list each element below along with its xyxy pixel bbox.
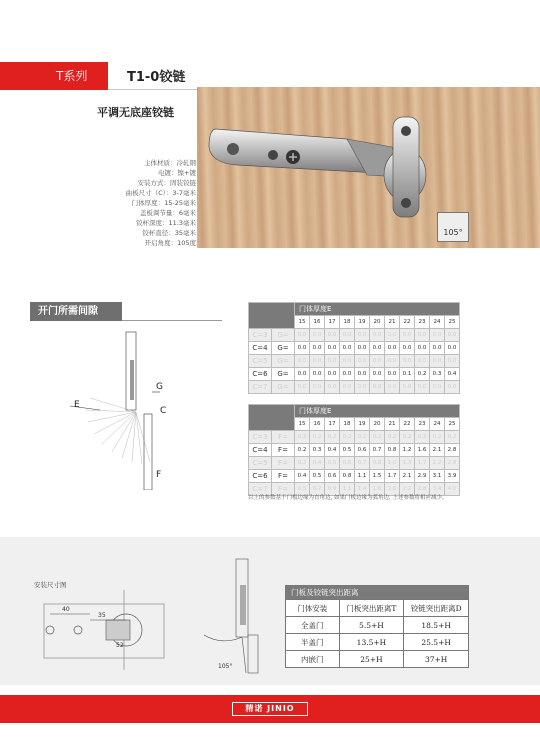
spec-item: 开启角度：105度 xyxy=(144,239,196,247)
table-cell: 0.8 xyxy=(385,444,400,457)
dim-52: 52 xyxy=(116,642,124,649)
col-header: 15 xyxy=(295,418,310,431)
col-header: 23 xyxy=(415,316,430,329)
table-cell: 1.8 xyxy=(385,483,400,496)
table-cell: 2.9 xyxy=(415,470,430,483)
col-header: 19 xyxy=(355,316,370,329)
table-cell: 0.2 xyxy=(295,444,310,457)
label-e: E xyxy=(74,400,80,410)
table-row xyxy=(249,457,460,470)
col-header: 17 xyxy=(325,418,340,431)
table-cell: 0.3 xyxy=(295,457,310,470)
table-cell: 0.0 xyxy=(325,355,340,368)
row-sublabel: F= xyxy=(272,431,295,444)
hinge-type-title: 平调无底座铰链 xyxy=(97,106,174,119)
table-row xyxy=(249,355,460,368)
table-cell: 1.3 xyxy=(400,457,415,470)
table-cell: 0.2 xyxy=(400,431,415,444)
label-c: C xyxy=(160,406,167,416)
row-sublabel: G= xyxy=(272,381,295,394)
gap-table-f xyxy=(248,404,460,496)
table-cell: 1.5 xyxy=(370,470,385,483)
table-cell: 0.0 xyxy=(430,381,445,394)
table-cell: 0.6 xyxy=(325,470,340,483)
gap-table-g xyxy=(248,302,460,394)
table-cell: 1.7 xyxy=(415,457,430,470)
cell: 37+H xyxy=(404,651,469,668)
spec-item: 主体材质：冷轧钢 xyxy=(144,159,196,167)
table-cell: 0.0 xyxy=(310,355,325,368)
col-header: 门板突出距离T xyxy=(339,600,404,617)
col-header: 24 xyxy=(430,316,445,329)
row-label: C=3 xyxy=(249,431,272,444)
table-header: 门体厚度E xyxy=(295,303,460,316)
table-cell: 0.0 xyxy=(340,368,355,381)
table-cell: 0.0 xyxy=(430,342,445,355)
table-cell: 0.0 xyxy=(325,381,340,394)
table-cell: 0.0 xyxy=(355,381,370,394)
table-cell: 2.2 xyxy=(400,483,415,496)
table-row xyxy=(249,470,460,483)
table-cell: 0.5 xyxy=(295,483,310,496)
col-header: 20 xyxy=(370,418,385,431)
table-cell: 0.0 xyxy=(370,381,385,394)
table-cell: 0.0 xyxy=(340,329,355,342)
col-header: 24 xyxy=(430,418,445,431)
table-cell: 1.4 xyxy=(355,483,370,496)
table-row xyxy=(249,431,460,444)
protrusion-title: 门板及铰链突出距离 xyxy=(286,586,469,600)
col-header: 16 xyxy=(310,316,325,329)
table-cell: 0.0 xyxy=(415,329,430,342)
table-cell: 0.0 xyxy=(430,329,445,342)
table-cell: 2.1 xyxy=(430,444,445,457)
row-sublabel: F= xyxy=(272,483,295,496)
angle-label: 105° xyxy=(218,663,233,670)
table-cell: 0.0 xyxy=(385,342,400,355)
section-divider xyxy=(122,320,222,321)
table-cell: 0.0 xyxy=(400,355,415,368)
table-row xyxy=(249,342,460,355)
table-cell: 0.0 xyxy=(415,381,430,394)
table-cell: 0.0 xyxy=(385,329,400,342)
table-cell: 0.0 xyxy=(385,381,400,394)
cell: 18.5+H xyxy=(404,617,469,634)
table-cell: 0.0 xyxy=(325,342,340,355)
col-header: 25 xyxy=(445,316,460,329)
table-cell: 0.0 xyxy=(340,355,355,368)
table-cell: 0.1 xyxy=(400,368,415,381)
row-sublabel: G= xyxy=(272,329,295,342)
row-sublabel: G= xyxy=(272,342,295,355)
table-cell: 1.0 xyxy=(385,457,400,470)
row-label: C=6 xyxy=(249,470,272,483)
row-sublabel: F= xyxy=(272,457,295,470)
dim-40: 40 xyxy=(62,606,70,613)
brand-logo: 精诺 JINIO xyxy=(232,702,308,716)
row-label: C=7 xyxy=(249,381,272,394)
table-cell: 0.0 xyxy=(430,355,445,368)
table-cell: 0.0 xyxy=(355,368,370,381)
table-cell: 0.2 xyxy=(370,431,385,444)
table-cell: 0.0 xyxy=(400,381,415,394)
col-header: 铰链突出距离D xyxy=(404,600,469,617)
cell: 13.5+H xyxy=(339,634,404,651)
table-cell: 0.2 xyxy=(430,431,445,444)
col-header: 21 xyxy=(385,418,400,431)
table-cell: 0.0 xyxy=(400,342,415,355)
door-open-diagram xyxy=(196,555,286,675)
spec-list xyxy=(110,158,196,248)
row-label: C=3 xyxy=(249,329,272,342)
table-row xyxy=(249,329,460,342)
table-cell: 0.8 xyxy=(340,470,355,483)
spec-item: 铰杯直径：35毫米 xyxy=(142,229,196,237)
table-row xyxy=(249,444,460,457)
table-cell: 0.4 xyxy=(325,444,340,457)
label-f: F xyxy=(156,470,162,480)
spec-item: 安装方式：固装铰链 xyxy=(137,179,196,187)
series-label: T系列 xyxy=(0,62,108,90)
row-label: C=4 xyxy=(249,342,272,355)
table-cell: 0.4 xyxy=(310,457,325,470)
table-cell: 0.6 xyxy=(340,457,355,470)
table-cell: 1.7 xyxy=(385,470,400,483)
table-cell: 0.6 xyxy=(355,444,370,457)
table-cell: 0.0 xyxy=(325,329,340,342)
table-cell: 0.0 xyxy=(370,368,385,381)
table-cell: 0.0 xyxy=(385,368,400,381)
install-diagram-label: 安装尺寸图 xyxy=(34,581,67,589)
spec-item: 门体厚度：15-25毫米 xyxy=(131,199,196,207)
table-cell: 4.0 xyxy=(445,483,460,496)
col-header: 17 xyxy=(325,316,340,329)
table-cell: 0.2 xyxy=(295,431,310,444)
table-cell: 0.2 xyxy=(445,431,460,444)
table-row xyxy=(286,634,469,651)
table-row xyxy=(249,381,460,394)
col-header: 18 xyxy=(340,418,355,431)
table-cell: 1.2 xyxy=(400,444,415,457)
table-cell: 0.0 xyxy=(370,342,385,355)
table-cell: 0.7 xyxy=(310,483,325,496)
table-cell: 0.0 xyxy=(370,329,385,342)
table-cell: 0.0 xyxy=(340,381,355,394)
section-title-gap: 开门所需间隙 xyxy=(30,302,122,321)
cell: 25.5+H xyxy=(404,634,469,651)
protrusion-table xyxy=(285,585,469,668)
model-title: T1-0铰链 xyxy=(127,70,186,85)
table-cell: 0.2 xyxy=(325,431,340,444)
row-label: C=5 xyxy=(249,457,272,470)
table-cell: 0.0 xyxy=(400,329,415,342)
table-row xyxy=(286,651,469,668)
table-cell: 0.0 xyxy=(385,355,400,368)
col-header: 18 xyxy=(340,316,355,329)
row-sublabel: F= xyxy=(272,470,295,483)
label-g: G xyxy=(156,382,163,392)
cell: 25+H xyxy=(339,651,404,668)
table-cell: 0.5 xyxy=(310,470,325,483)
table-cell: 0.2 xyxy=(415,368,430,381)
table-cell: 0.2 xyxy=(310,431,325,444)
row-label: C=5 xyxy=(249,355,272,368)
gap-diagram xyxy=(60,330,180,490)
row-label: C=7 xyxy=(249,483,272,496)
table-cell: 0.0 xyxy=(415,355,430,368)
install-diagram xyxy=(36,590,186,670)
table-cell: 0.0 xyxy=(295,368,310,381)
table-cell: 0.0 xyxy=(415,342,430,355)
spec-item: 铰杯深度：11.3毫米 xyxy=(136,219,196,227)
col-header: 16 xyxy=(310,418,325,431)
table-cell: 0.3 xyxy=(310,444,325,457)
cell: 全盖门 xyxy=(286,617,340,634)
table-cell: 0.2 xyxy=(355,431,370,444)
row-label: C=6 xyxy=(249,368,272,381)
hinge-illustration xyxy=(197,87,540,248)
spec-item: 曲板尺寸（C）：3-7毫米 xyxy=(125,189,196,197)
table-cell: 0.0 xyxy=(355,342,370,355)
product-photo xyxy=(197,87,540,248)
row-sublabel: G= xyxy=(272,355,295,368)
table-cell: 0.0 xyxy=(295,381,310,394)
table-cell: 3.1 xyxy=(430,470,445,483)
col-header: 21 xyxy=(385,316,400,329)
opening-angle-badge: 105° xyxy=(437,212,469,242)
spec-item: 盖板调节量：6毫米 xyxy=(139,209,196,217)
table-cell: 0.0 xyxy=(310,329,325,342)
col-header: 19 xyxy=(355,418,370,431)
table-cell: 0.0 xyxy=(340,342,355,355)
table-cell: 0.0 xyxy=(445,381,460,394)
spec-item: 电镀：镍+镀 xyxy=(158,169,196,177)
row-sublabel: G= xyxy=(272,368,295,381)
cell: 5.5+H xyxy=(339,617,404,634)
table-cell: 0.9 xyxy=(325,483,340,496)
table-cell: 2.8 xyxy=(415,483,430,496)
col-header: 20 xyxy=(370,316,385,329)
table-cell: 0.0 xyxy=(370,355,385,368)
table-cell: 0.3 xyxy=(430,368,445,381)
table-cell: 0.0 xyxy=(445,342,460,355)
table-cell: 0.7 xyxy=(370,444,385,457)
row-label: C=4 xyxy=(249,444,272,457)
col-header: 25 xyxy=(445,418,460,431)
table-cell: 0.5 xyxy=(325,457,340,470)
cell: 半盖门 xyxy=(286,634,340,651)
table-cell: 2.8 xyxy=(445,444,460,457)
table-cell: 3.4 xyxy=(430,483,445,496)
table-cell: 0.0 xyxy=(445,355,460,368)
table-cell: 1.1 xyxy=(340,483,355,496)
table-cell: 0.0 xyxy=(295,342,310,355)
table-cell: 0.0 xyxy=(355,329,370,342)
table-cell: 0.0 xyxy=(295,329,310,342)
table-cell: 0.2 xyxy=(385,431,400,444)
cell: 内嵌门 xyxy=(286,651,340,668)
table-cell: 0.7 xyxy=(355,457,370,470)
col-header: 22 xyxy=(400,316,415,329)
table-header: 门体厚度E xyxy=(295,405,460,418)
table-cell: 0.0 xyxy=(295,355,310,368)
table-cell: 0.2 xyxy=(415,431,430,444)
col-header: 22 xyxy=(400,418,415,431)
table-cell: 2.1 xyxy=(400,470,415,483)
table-cell: 0.0 xyxy=(325,368,340,381)
table-row xyxy=(249,368,460,381)
table-cell: 1.1 xyxy=(355,470,370,483)
table-cell: 0.0 xyxy=(310,381,325,394)
table-cell: 0.5 xyxy=(340,444,355,457)
table-cell: 0.8 xyxy=(370,457,385,470)
table-cell: 2.8 xyxy=(445,457,460,470)
dim-35: 35 xyxy=(98,612,106,619)
table-cell: 0.0 xyxy=(445,329,460,342)
table-cell: 0.0 xyxy=(310,342,325,355)
table-cell: 0.4 xyxy=(295,470,310,483)
table-cell: 2.2 xyxy=(430,457,445,470)
table-cell: 1.6 xyxy=(370,483,385,496)
table-note: 以上的参数基于门板边缘为直角边, 如果门板边缘为弧角边, 上述参数将相应减少。 xyxy=(248,495,448,501)
table-cell: 0.2 xyxy=(340,431,355,444)
col-header: 门体安装 xyxy=(286,600,340,617)
col-header: 15 xyxy=(295,316,310,329)
table-row xyxy=(286,617,469,634)
table-cell: 0.0 xyxy=(355,355,370,368)
row-sublabel: F= xyxy=(272,444,295,457)
table-cell: 0.4 xyxy=(445,368,460,381)
col-header: 23 xyxy=(415,418,430,431)
table-cell: 1.6 xyxy=(415,444,430,457)
table-cell: 3.9 xyxy=(445,470,460,483)
table-cell: 0.0 xyxy=(310,368,325,381)
